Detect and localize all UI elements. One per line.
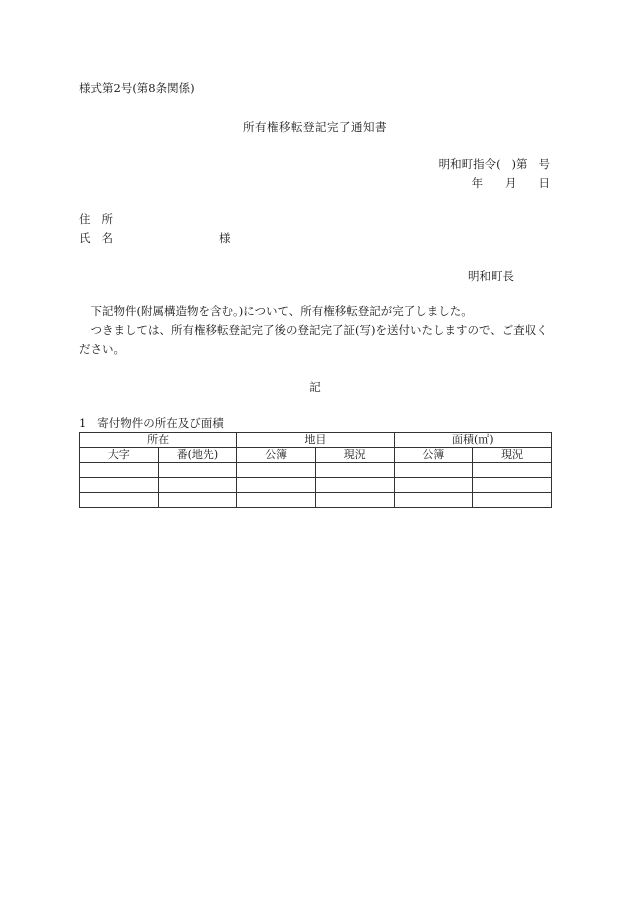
subheader-area-actual: 現況: [473, 448, 552, 463]
table-cell: [158, 463, 237, 478]
issuer-name: 明和町長: [468, 269, 514, 283]
address-label: 住 所: [79, 212, 113, 226]
property-table: [79, 432, 552, 508]
body-paragraph-2: つきましては、所有権移転登記完了後の登記完了証(写)を送付いたしますので、ご査収ください。: [79, 323, 548, 356]
table-cell: [473, 493, 552, 508]
table-cell: [315, 493, 394, 508]
table-cell: [237, 478, 316, 493]
table-cell: [237, 493, 316, 508]
table-row: [80, 478, 552, 493]
table-cell: [473, 463, 552, 478]
header-location: 所在: [80, 433, 237, 448]
table-cell: [80, 478, 159, 493]
subheader-lot-number: 番(地先): [158, 448, 237, 463]
table-row: [80, 493, 552, 508]
table-cell: [237, 463, 316, 478]
name-label: 氏 名: [79, 231, 113, 245]
table-cell: [158, 478, 237, 493]
header-area: 面積(㎡): [394, 433, 552, 448]
subheader-category-actual: 現況: [315, 448, 394, 463]
table-cell: [473, 478, 552, 493]
table-cell: [80, 463, 159, 478]
table-cell: [315, 463, 394, 478]
body-paragraph-1: 下記物件(附属構造物を含む。)について、所有権移転登記が完了しました。: [90, 304, 473, 318]
table-cell: [80, 493, 159, 508]
header-land-category: 地目: [237, 433, 394, 448]
table-cell: [315, 478, 394, 493]
table-cell: [394, 493, 473, 508]
date-line: 年 月 日: [471, 176, 550, 190]
table-sub-header-row: [80, 448, 552, 463]
table-cell: [394, 478, 473, 493]
section-heading: 1 寄付物件の所在及び面積: [79, 416, 224, 430]
reference-number: 明和町指令( )第 号: [438, 157, 550, 171]
honorific: 様: [219, 231, 231, 245]
subheader-oaza: 大字: [80, 448, 159, 463]
subheader-area-registry: 公簿: [394, 448, 473, 463]
body-text: [79, 302, 554, 359]
ki-label: 記: [309, 380, 321, 394]
table-cell: [394, 463, 473, 478]
table-cell: [158, 493, 237, 508]
document-title: 所有権移転登記完了通知書: [243, 120, 387, 134]
form-number: 様式第2号(第8条関係): [79, 81, 195, 95]
table-row: [80, 463, 552, 478]
table-group-header-row: [80, 433, 552, 448]
subheader-category-registry: 公簿: [237, 448, 316, 463]
